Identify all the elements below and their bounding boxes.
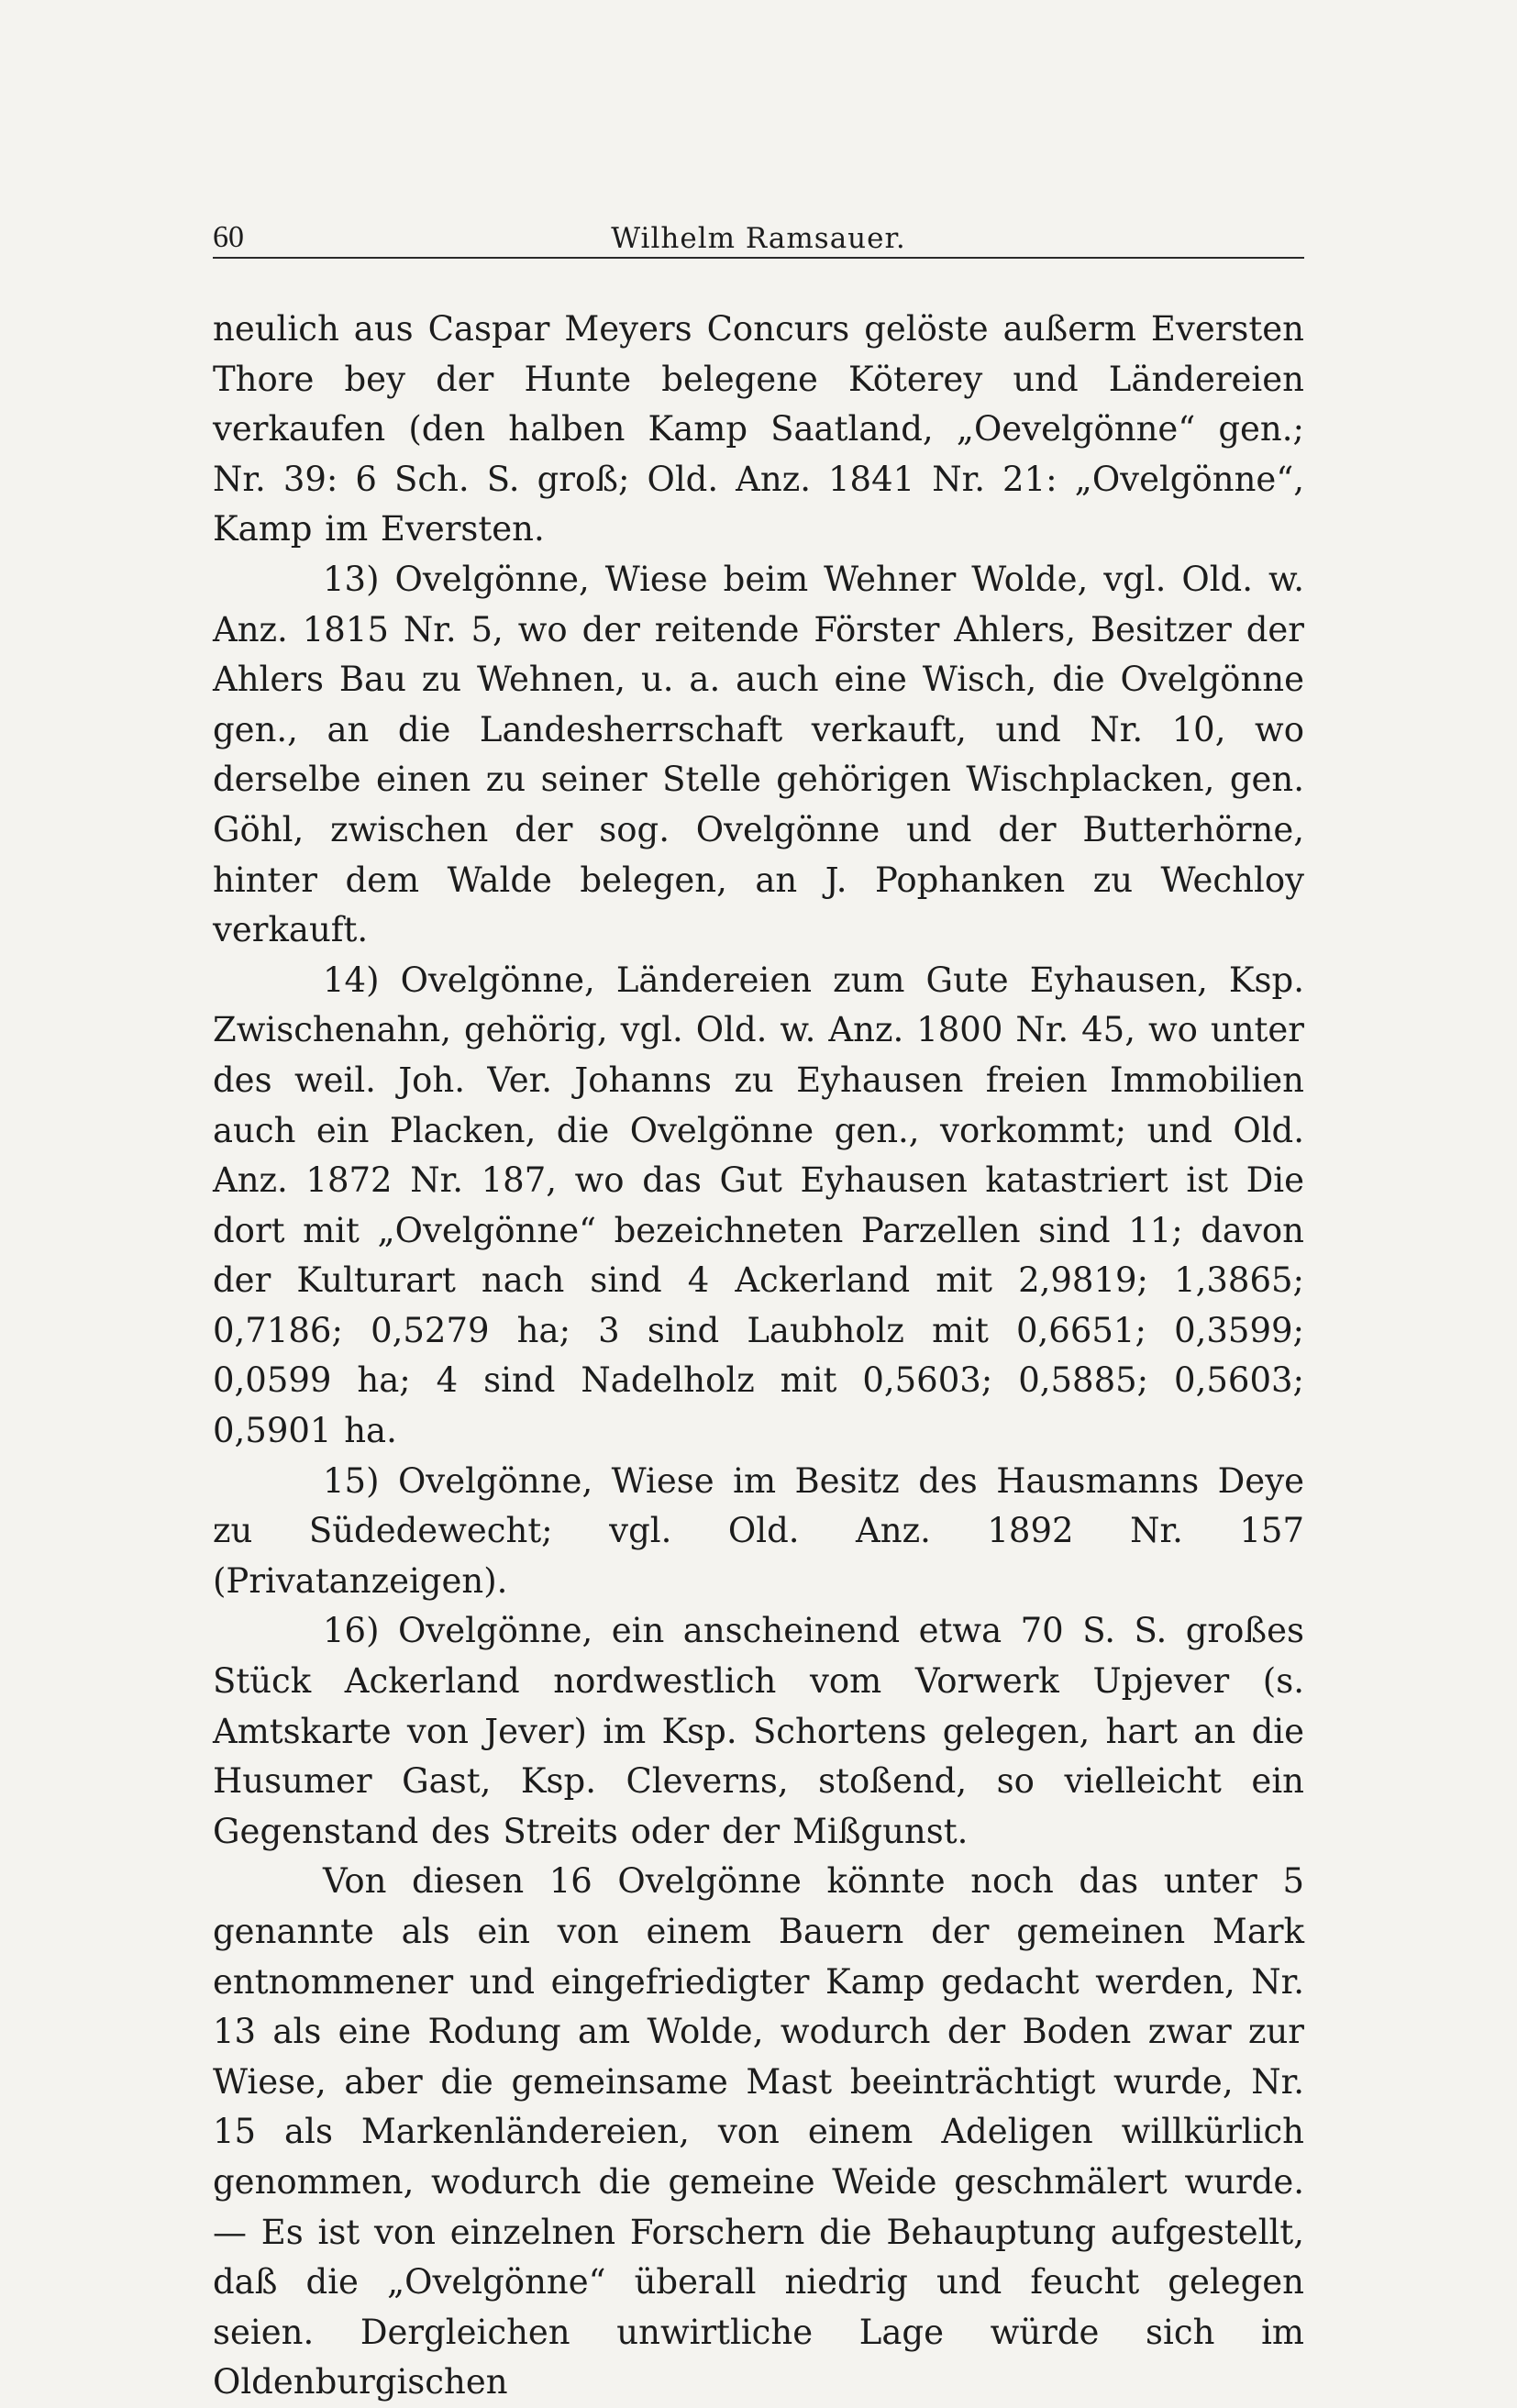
- page-number: 60: [213, 220, 244, 254]
- page-header: [213, 213, 1304, 259]
- body-text: [213, 305, 1304, 2408]
- paragraph-item-15: 15) Ovelgönne, Wiese im Besitz des Hausmanns Deye zu Südedewecht; vgl. Old. Anz. 1892 Nr. 157 (Privatanzeigen).: [213, 1460, 1304, 1601]
- running-title: Wilhelm Ramsauer.: [611, 222, 906, 255]
- paragraph-conclusion: Von diesen 16 Ovelgönne könnte noch das unter 5 genannte als ein von einem Bauern der gemeinen Mark entnommener und eingefriedigter Kamp gedacht werden, Nr. 13 als eine Rodung am Wolde, wodurch der Boden zwar zur Wiese, aber die gemeinsame Mast beeinträchtigt wurde, Nr. 15 als Markenländereien, von einem Adeligen willkürlich genommen, wodurch die gemeine Weide geschmälert wurde. — Es ist von einzelnen Forschern die Behauptung aufgestellt, daß die „Ovelgönne“ überall niedrig und feucht gelegen seien. Dergleichen unwirtliche Lage würde sich im Oldenburgischen: [213, 1861, 1304, 2402]
- paragraph-item-16: 16) Ovelgönne, ein anscheinend etwa 70 S. S. großes Stück Ackerland nordwestlich vom Vorwerk Upjever (s. Amtskarte von Jever) im Ksp. Schortens gelegen, hart an die Husumer Gast, Ksp. Cleverns, stoßend, so vielleicht ein Gegenstand des Streits oder der Mißgunst.: [213, 1611, 1304, 1851]
- paragraph-item-14: 14) Ovelgönne, Ländereien zum Gute Eyhausen, Ksp. Zwischenahn, gehörig, vgl. Old. w. Anz. 1800 Nr. 45, wo unter des weil. Joh. Ver. Johanns zu Eyhausen freien Immobilien auch ein Placken, die Ovelgönne gen., vorkommt; und Old. Anz. 1872 Nr. 187, wo das Gut Eyhausen katastriert ist Die dort mit „Ovelgönne“ bezeichneten Parzellen sind 11; davon der Kulturart nach sind 4 Ackerland mit 2,9819; 1,3865; 0,7186; 0,5279 ha; 3 sind Laubholz mit 0,6651; 0,3599; 0,0599 ha; 4 sind Nadelholz mit 0,5603; 0,5885; 0,5603; 0,5901 ha.: [213, 960, 1304, 1451]
- paragraph-item-13: 13) Ovelgönne, Wiese beim Wehner Wolde, vgl. Old. w. Anz. 1815 Nr. 5, wo der reitende Förster Ahlers, Besitzer der Ahlers Bau zu Wehnen, u. a. auch eine Wisch, die Ovelgönne gen., an die Landesherrschaft verkauft, und Nr. 10, wo derselbe einen zu seiner Stelle gehörigen Wischplacken, gen. Göhl, zwischen der sog. Ovelgönne und der Butterhörne, hinter dem Walde belegen, an J. Pophanken zu Wechloy verkauft.: [213, 559, 1304, 950]
- paragraph-continuation: neulich aus Caspar Meyers Concurs gelöste außerm Eversten Thore bey der Hunte belegene Köterey und Ländereien verkaufen (den halben Kamp Saatland, „Oevelgönne“ gen.; Nr. 39: 6 Sch. S. groß; Old. Anz. 1841 Nr. 21: „Ovelgönne“, Kamp im Eversten.: [213, 309, 1304, 549]
